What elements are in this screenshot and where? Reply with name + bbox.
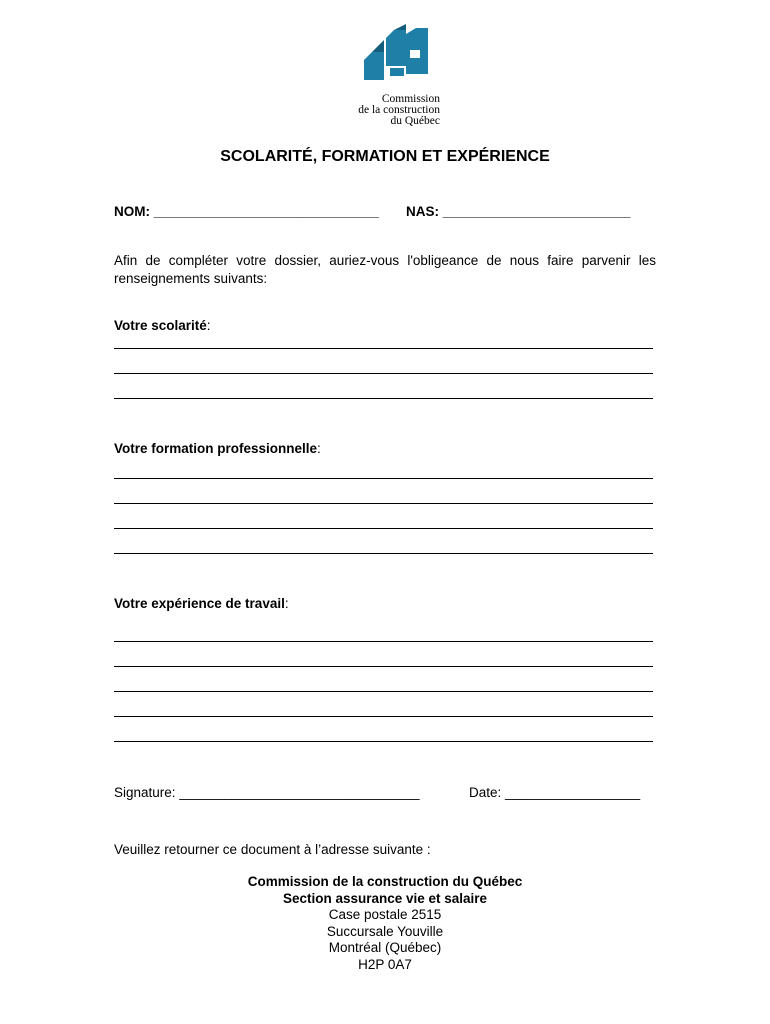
formation-line-4[interactable] — [114, 553, 653, 554]
intro-paragraph: Afin de compléter votre dossier, auriez-vous l'obligeance de nous faire parvenir les renseignements suivants: — [114, 253, 656, 286]
nas-label: NAS: — [406, 204, 439, 219]
date-line: __________________ — [505, 785, 641, 800]
formation-heading — [114, 441, 321, 456]
ccq-logo — [340, 24, 440, 132]
date-field[interactable] — [469, 785, 640, 800]
experience-line-2[interactable] — [114, 666, 653, 667]
experience-line-3[interactable] — [114, 691, 653, 692]
logo-line-1: Commission — [381, 93, 440, 105]
signature-label: Signature: — [114, 785, 176, 800]
scolarite-line-3[interactable] — [114, 398, 653, 399]
experience-heading — [114, 596, 289, 611]
address-postal: H2P 0A7 — [358, 956, 412, 972]
logo-line-3: du Québec — [390, 115, 440, 127]
nas-line: _________________________ — [442, 204, 631, 219]
formation-line-3[interactable] — [114, 528, 653, 529]
scolarite-line-1[interactable] — [114, 348, 653, 349]
formation-label: Votre formation professionnelle — [114, 441, 318, 456]
ccq-logo-mark — [360, 24, 432, 86]
experience-line-1[interactable] — [114, 641, 653, 642]
return-address — [0, 874, 770, 973]
address-city: Montréal (Québec) — [328, 940, 442, 955]
signature-line: ________________________________ — [179, 785, 420, 800]
scolarite-colon: : — [206, 318, 211, 333]
return-note: Veuillez retourner ce document à l’adresse suivante : — [114, 842, 431, 857]
experience-line-5[interactable] — [114, 741, 653, 742]
experience-line-4[interactable] — [114, 716, 653, 717]
nom-label: NOM: — [114, 204, 150, 219]
formation-colon: : — [317, 441, 321, 456]
date-label: Date: — [469, 785, 502, 800]
scolarite-line-2[interactable] — [114, 373, 653, 374]
document-title: SCOLARITÉ, FORMATION ET EXPÉRIENCE — [220, 148, 550, 165]
formation-line-1[interactable] — [114, 478, 653, 479]
nas-field[interactable] — [406, 204, 630, 219]
nom-field[interactable] — [114, 204, 379, 219]
experience-colon: : — [284, 596, 289, 611]
address-branch: Succursale Youville — [326, 923, 444, 939]
formation-line-2[interactable] — [114, 503, 653, 504]
address-section: Section assurance vie et salaire — [282, 890, 488, 906]
logo-line-2: de la construction — [358, 104, 440, 116]
signature-field[interactable] — [114, 785, 420, 800]
scolarite-heading — [114, 318, 211, 333]
experience-label: Votre expérience de travail — [114, 596, 285, 611]
address-box: Case postale 2515 — [328, 907, 442, 922]
nom-line: ______________________________ — [153, 204, 380, 219]
ccq-logo-text — [340, 94, 440, 127]
scolarite-label: Votre scolarité — [114, 318, 207, 333]
address-org: Commission de la construction du Québec — [247, 874, 523, 889]
